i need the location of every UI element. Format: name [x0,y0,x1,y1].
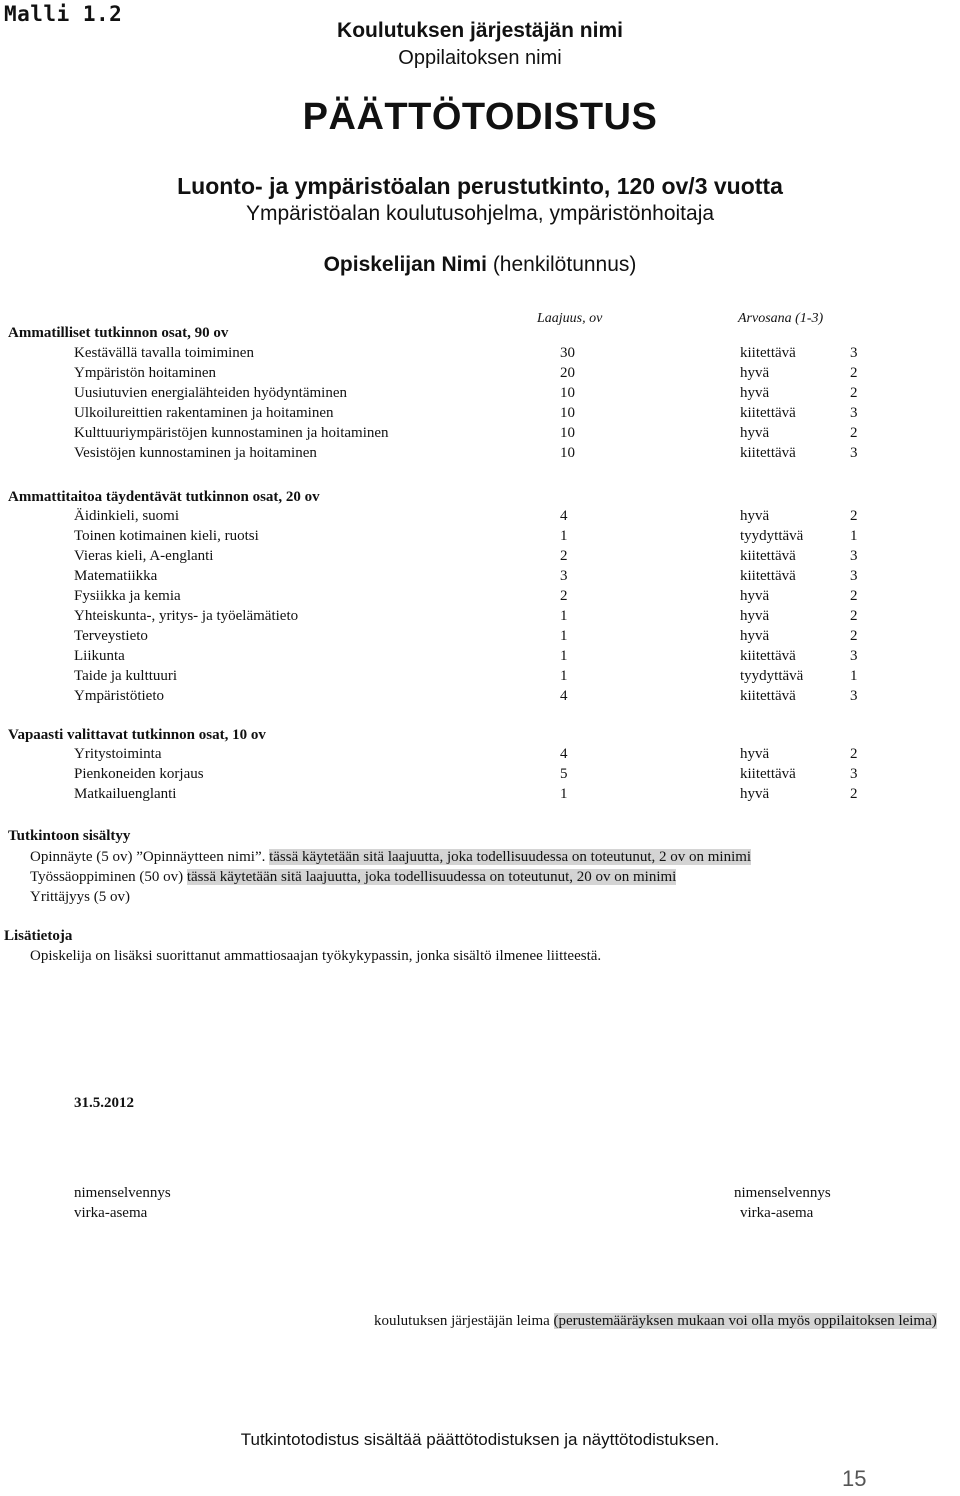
stamp-remark: (perustemääräyksen mukaan voi olla myös oppilaitoksen leima) [553,1313,937,1329]
course-name: Uusiutuvien energialähteiden hyödyntäminen [74,385,347,401]
course-grade-number: 2 [850,385,858,401]
course-grade: tyydyttävä [740,668,804,684]
organizer-name: Koulutuksen järjestäjän nimi [337,19,623,42]
column-header-grade: Arvosana (1-3) [738,311,824,326]
course-scope: 10 [560,405,575,421]
course-grade-number: 2 [850,628,858,644]
course-grade-number: 2 [850,508,858,524]
course-name: Yritystoiminta [74,746,162,762]
table-row [0,365,960,385]
page-number: 15 [842,1466,867,1491]
course-name: Ulkoilureittien rakentaminen ja hoitaminen [74,405,334,421]
left-signer-name: nimenselvennys [74,1185,171,1201]
table-row [0,628,960,648]
table-row [0,568,960,588]
course-scope: 2 [560,548,568,564]
course-name: Vieras kieli, A-englanti [74,548,214,564]
table-row [0,445,960,465]
course-grade-number: 3 [850,688,858,704]
programme-name: Ympäristöalan koulutusohjelma, ympäristönhoitaja [245,202,715,225]
left-signer-position: virka-asema [74,1205,148,1221]
table-row [0,405,960,425]
course-scope: 4 [560,508,568,524]
table-row [0,668,960,688]
course-grade: kiitettävä [740,568,796,584]
course-grade: kiitettävä [740,445,796,461]
included-work [30,869,676,886]
table-row [0,766,960,786]
course-grade-number: 1 [850,668,858,684]
course-grade-number: 3 [850,766,858,782]
course-name: Matematiikka [74,568,158,584]
course-name: Ympäristötieto [74,688,164,704]
course-grade-number: 3 [850,405,858,421]
course-scope: 1 [560,528,568,544]
course-scope: 1 [560,628,568,644]
included-thesis [30,849,751,866]
course-grade: hyvä [740,608,770,624]
course-grade: kiitettävä [740,766,796,782]
course-grade-number: 3 [850,548,858,564]
course-scope: 10 [560,445,575,461]
column-header-scope: Laajuus, ov [537,311,603,326]
table-row [0,648,960,668]
course-name: Äidinkieli, suomi [74,508,179,524]
course-grade: hyvä [740,746,770,762]
table-row [0,385,960,405]
course-grade: hyvä [740,385,770,401]
table-row [0,548,960,568]
table-row [0,508,960,528]
work-text: Työssäoppiminen (50 ov) [30,869,184,885]
stamp-note [374,1311,960,1331]
course-grade: hyvä [740,588,770,604]
course-grade-number: 3 [850,345,858,361]
course-grade-number: 3 [850,648,858,664]
course-grade-number: 2 [850,365,858,381]
thesis-note: tässä käytetään sitä laajuutta, joka todellisuudessa on toteutunut, 2 ov on minimi [269,849,752,865]
degree-name: Luonto- ja ympäristöalan perustutkinto, 120 ov/3 vuotta [177,173,783,199]
student-name: Opiskelijan Nimi [323,253,487,276]
course-name: Kulttuuriympäristöjen kunnostaminen ja hoitaminen [74,425,389,441]
course-grade: kiitettävä [740,405,796,421]
table-row [0,688,960,708]
course-grade: kiitettävä [740,548,796,564]
course-grade-number: 3 [850,568,858,584]
course-grade: hyvä [740,508,770,524]
course-name: Liikunta [74,648,125,664]
table-row [0,588,960,608]
course-name: Vesistöjen kunnostaminen ja hoitaminen [74,445,317,461]
course-scope: 10 [560,385,575,401]
course-grade: tyydyttävä [740,528,804,544]
course-grade-number: 2 [850,608,858,624]
right-signer-position: virka-asema [740,1205,814,1221]
included-entrepreneurship: Yrittäjyys (5 ov) [30,889,130,905]
course-scope: 1 [560,668,568,684]
course-scope: 5 [560,766,568,782]
course-name: Pienkoneiden korjaus [74,766,204,782]
institution-name: Oppilaitoksen nimi [398,47,562,69]
table-row [0,425,960,445]
course-scope: 2 [560,588,568,604]
course-name: Matkailuenglanti [74,786,177,802]
course-scope: 3 [560,568,568,584]
course-grade-number: 2 [850,786,858,802]
course-scope: 1 [560,648,568,664]
course-grade-number: 2 [850,425,858,441]
course-scope: 1 [560,608,568,624]
section-title: Ammatilliset tutkinnon osat, 90 ov [8,325,229,341]
course-grade: hyvä [740,365,770,381]
table-row [0,786,960,806]
issue-date: 31.5.2012 [74,1095,134,1111]
course-name: Toinen kotimainen kieli, ruotsi [74,528,259,544]
course-scope: 10 [560,425,575,441]
model-label: Malli 1.2 [4,2,123,26]
course-name: Kestävällä tavalla toimiminen [74,345,254,361]
stamp-text: koulutuksen järjestäjän leima [374,1313,550,1329]
table-row [0,608,960,628]
right-signer-name: nimenselvennys [734,1185,831,1201]
table-row [0,345,960,365]
course-grade-number: 2 [850,746,858,762]
thesis-text: Opinnäyte (5 ov) ”Opinnäytteen nimi”. [30,849,266,865]
additional-title: Lisätietoja [4,928,73,944]
student-id: (henkilötunnus) [492,253,637,276]
student-line [0,253,960,277]
section-title: Vapaasti valittavat tutkinnon osat, 10 ov [8,727,266,743]
course-name: Fysiikka ja kemia [74,588,181,604]
included-title: Tutkintoon sisältyy [8,828,131,844]
course-scope: 30 [560,345,575,361]
additional-text: Opiskelija on lisäksi suorittanut ammattiosaajan työkykypassin, jonka sisältö ilmenee liitteestä. [30,948,602,964]
course-scope: 20 [560,365,575,381]
course-grade: hyvä [740,628,770,644]
course-name: Yhteiskunta-, yritys- ja työelämätieto [74,608,299,624]
course-grade: hyvä [740,425,770,441]
course-name: Ympäristön hoitaminen [74,365,217,381]
course-scope: 1 [560,786,568,802]
footer-note: Tutkintotodistus sisältää päättötodistuksen ja näyttötodistuksen. [240,1430,720,1449]
course-name: Taide ja kulttuuri [74,668,178,684]
document-title: PÄÄTTÖTODISTUS [302,96,658,138]
section-title: Ammattitaitoa täydentävät tutkinnon osat, 20 ov [8,489,320,505]
course-scope: 4 [560,688,568,704]
course-scope: 4 [560,746,568,762]
course-grade: kiitettävä [740,345,796,361]
course-grade-number: 3 [850,445,858,461]
table-row [0,528,960,548]
course-grade-number: 1 [850,528,858,544]
course-grade: kiitettävä [740,648,796,664]
course-grade: kiitettävä [740,688,796,704]
work-note: tässä käytetään sitä laajuutta, joka todellisuudessa on toteutunut, 20 ov on minimi [186,869,677,885]
course-grade-number: 2 [850,588,858,604]
table-row [0,746,960,766]
course-name: Terveystieto [74,628,148,644]
course-grade: hyvä [740,786,770,802]
